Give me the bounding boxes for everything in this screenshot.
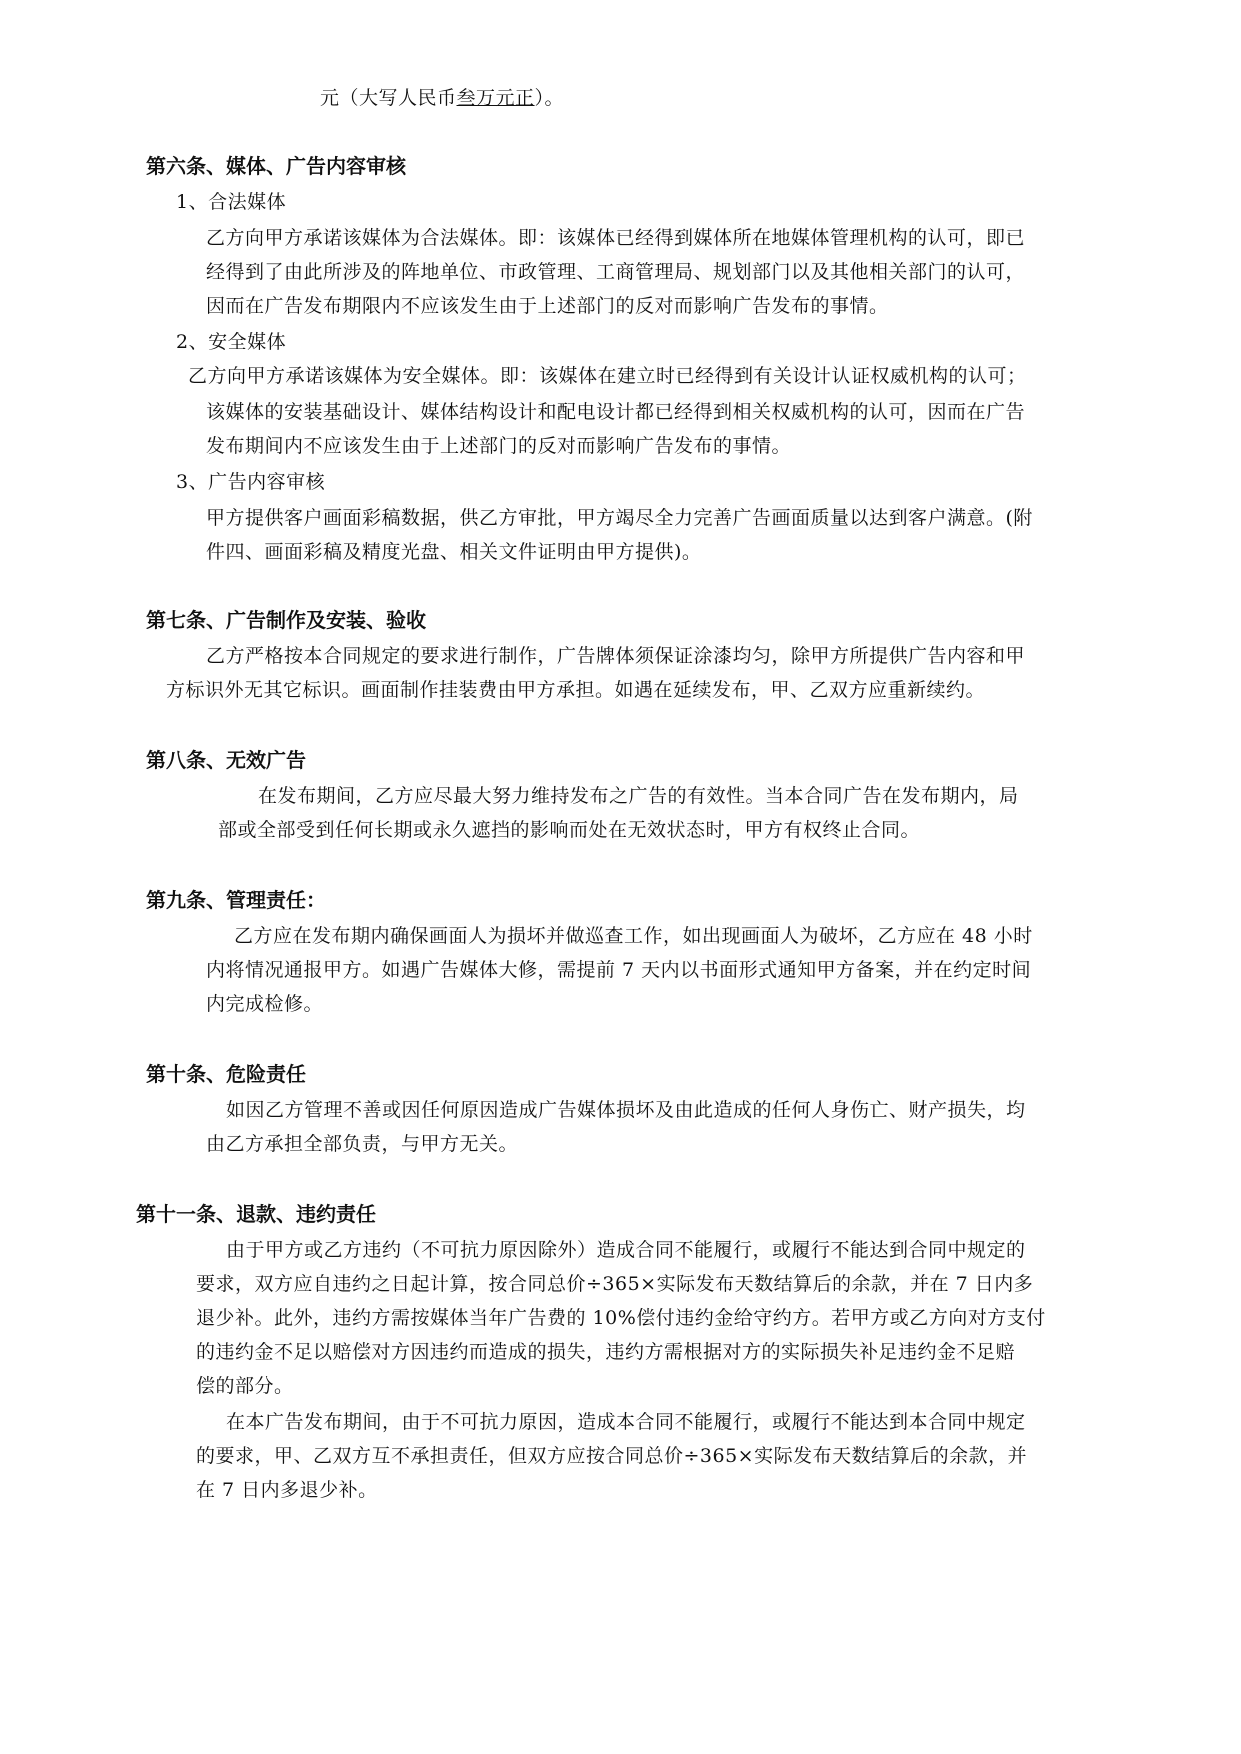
article-6-heading: 第六条、媒体、广告内容审核 — [146, 154, 406, 178]
article-6-item-2-line: 发布期间内不应该发生由于上述部门的反对而影响广告发布的事情。 — [206, 435, 792, 457]
article-8-line: 在发布期间，乙方应尽最大努力维持发布之广告的有效性。当本合同广告在发布期内，局 — [258, 785, 1019, 807]
article-6-item-2-line: 乙方向甲方承诺该媒体为安全媒体。即：该媒体在建立时已经得到有关设计认证权威机构的认可； — [188, 365, 1027, 387]
amount-line — [320, 84, 564, 112]
article-8-heading: 第八条、无效广告 — [146, 748, 306, 772]
article-6-item-1-line: 经得到了由此所涉及的阵地单位、市政管理、工商管理局、规划部门以及其他相关部门的认可， — [206, 261, 1026, 283]
article-7-line: 方标识外无其它标识。画面制作挂装费由甲方承担。如遇在延续发布，甲、乙双方应重新续约。 — [166, 679, 986, 701]
article-11-para-1-line: 退少补。此外，违约方需按媒体当年广告费的 10%偿付违约金给守约方。若甲方或乙方向对方支付 — [196, 1307, 1046, 1329]
amount-suffix: ）。 — [534, 87, 565, 109]
article-7-line: 乙方严格按本合同规定的要求进行制作，广告牌体须保证涂漆均匀，除甲方所提供广告内容和甲 — [206, 645, 1026, 667]
article-9-line: 乙方应在发布期内确保画面人为损坏并做巡查工作，如出现画面人为破坏，乙方应在 48 小时 — [234, 925, 1033, 947]
article-11-para-2-line: 在本广告发布期间，由于不可抗力原因，造成本合同不能履行，或履行不能达到本合同中规定 — [226, 1411, 1026, 1433]
article-6-item-1-line: 因而在广告发布期限内不应该发生由于上述部门的反对而影响广告发布的事情。 — [206, 295, 889, 317]
article-11-para-1-line: 要求，双方应自违约之日起计算，按合同总价÷365×实际发布天数结算后的余款，并在 7 日内多 — [196, 1273, 1034, 1295]
article-11-para-2-line: 的要求，甲、乙双方互不承担责任，但双方应按合同总价÷365×实际发布天数结算后的余款，并 — [196, 1445, 1028, 1467]
article-6-item-3-title: 3、广告内容审核 — [176, 471, 326, 493]
article-11-para-2-line: 在 7 日内多退少补。 — [196, 1479, 378, 1501]
article-10-line: 由乙方承担全部负责，与甲方无关。 — [206, 1133, 519, 1155]
amount-prefix: 元（大写人民币 — [320, 87, 457, 109]
article-6-item-3-line: 甲方提供客户画面彩稿数据，供乙方审批，甲方竭尽全力完善广告画面质量以达到客户满意。(附 — [206, 507, 1033, 529]
article-7-heading: 第七条、广告制作及安装、验收 — [146, 608, 426, 632]
article-6-item-2-title: 2、安全媒体 — [176, 331, 287, 353]
article-9-line: 内完成检修。 — [206, 993, 324, 1015]
article-11-heading: 第十一条、退款、违约责任 — [136, 1202, 376, 1226]
article-8-line: 部或全部受到任何长期或永久遮挡的影响而处在无效状态时，甲方有权终止合同。 — [218, 819, 921, 841]
article-11-para-1-line: 偿的部分。 — [196, 1375, 294, 1397]
article-11-para-1-line: 的违约金不足以赔偿对方因违约而造成的损失，违约方需根据对方的实际损失补足违约金不足赔 — [196, 1341, 1016, 1363]
article-11-para-1-line: 由于甲方或乙方违约（不可抗力原因除外）造成合同不能履行，或履行不能达到合同中规定的 — [226, 1239, 1026, 1261]
amount-in-words: 叁万元正 — [456, 87, 535, 109]
article-10-line: 如因乙方管理不善或因任何原因造成广告媒体损坏及由此造成的任何人身伤亡、财产损失，均 — [226, 1099, 1026, 1121]
article-9-heading: 第九条、管理责任： — [146, 888, 326, 912]
article-6-item-3-line: 件四、画面彩稿及精度光盘、相关文件证明由甲方提供)。 — [206, 541, 702, 563]
article-10-heading: 第十条、危险责任 — [146, 1062, 306, 1086]
article-6-item-1-title: 1、合法媒体 — [176, 191, 287, 213]
article-9-line: 内将情况通报甲方。如遇广告媒体大修，需提前 7 天内以书面形式通知甲方备案，并在约定时间 — [206, 959, 1032, 981]
article-6-item-1-line: 乙方向甲方承诺该媒体为合法媒体。即：该媒体已经得到媒体所在地媒体管理机构的认可，即已 — [206, 227, 1026, 249]
article-6-item-2-line: 该媒体的安装基础设计、媒体结构设计和配电设计都已经得到相关权威机构的认可，因而在广告 — [206, 401, 1026, 423]
